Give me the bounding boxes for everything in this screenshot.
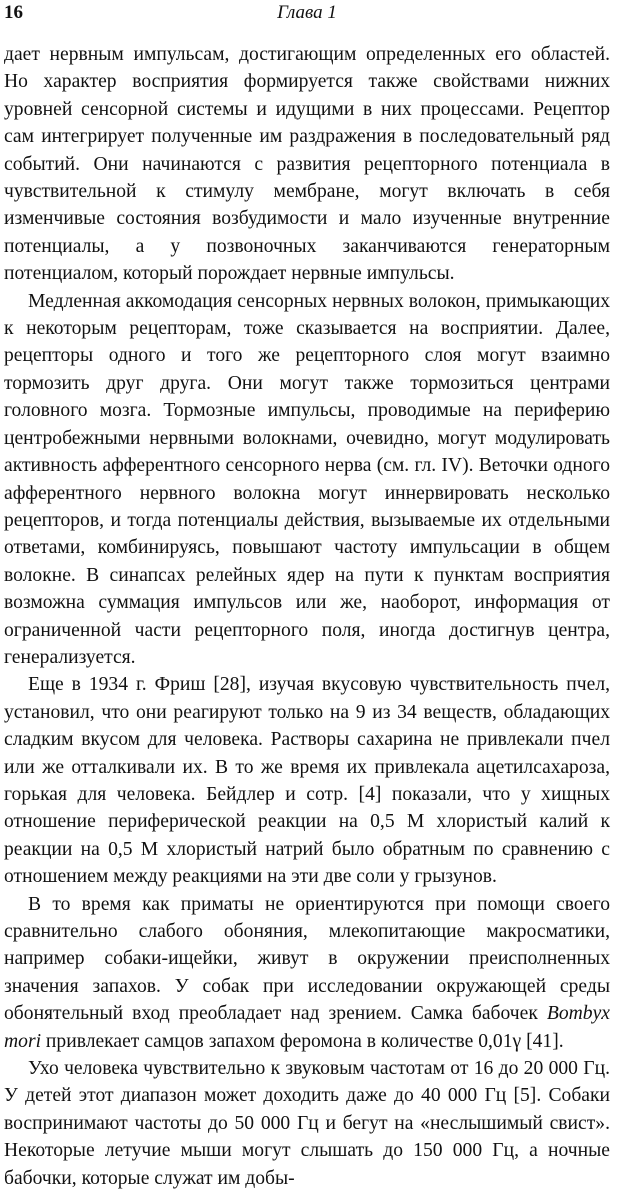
paragraph-1: дает нервным импульсам, достигающим определенных его областей. Но характер восприятия формируется также свойствами нижних уровней сенсорной системы и идущими в них процессами. Рецептор сам интегрирует полученные им раздражения в последовательный ряд событий. Они начинаются с развития рецепторного потенциала в чувствительной к стимулу мембране, могут включать в себя изменчивые состояния возбудимости и мало изученные внутренние потенциалы, а у позвоночных заканчиваются генераторным потенциалом, который порождает нервные импульсы. [4, 44, 610, 285]
paragraph-4-text-before: В то время как приматы не ориентируются при помощи своего сравнительно слабого обоняния, млекопитающие макросматики, например собаки-ищейки, живут в окружении преисполненных значения запахов. У собак при исследовании окружающей среды обонятельный вход преобладает над зрением. Самка бабочек [4, 893, 610, 1025]
page-number: 16 [4, 2, 23, 23]
latin-species-name: Bombyx mori [4, 1003, 610, 1052]
page-header [4, 2, 610, 26]
paragraph-5: Ухо человека чувствительно к звуковым частотам от 16 до 20 000 Гц. У детей этот диапазон может доходить даже до 40 000 Гц [5]. Собаки воспринимают частоты до 50 000 Гц и бегут на «неслышимый свист». Некоторые летучие мыши могут слышать до 150 000 Гц, а ночные бабочки, которые служат им добы- [4, 1058, 610, 1189]
body-text [4, 41, 610, 1192]
paragraph-2: Медленная аккомодация сенсорных нервных волокон, примыкающих к некоторым рецепторам, тоже сказывается на восприятии. Далее, рецепторы одного и того же рецепторного слоя могут взаимно тормозить друг друга. Они могут также тормозиться центрами головного мозга. Тормозные импульсы, проводимые на периферию центробежными нервными волокнами, очевидно, могут модулировать активность афферентного сенсорного нерва (см. гл. IV). Веточки одного афферентного нервного волокна могут иннервировать несколько рецепторов, и тогда потенциалы действия, вызываемые их отдельными ответами, комбинируясь, повышают частоту импульсации в общем волокне. В синапсах релейных ядер на пути к пунктам восприятия возможна суммация импульсов или же, наоборот, информация от ограниченной части рецепторного поля, иногда достигнув центра, генерализуется. [4, 290, 610, 668]
paragraph-4-text-after: привлекает самцов запахом феромона в количестве 0,01γ [41]. [41, 1030, 564, 1052]
paragraph-4 [4, 891, 610, 1055]
paragraph-3: Еще в 1934 г. Фриш [28], изучая вкусовую чувствительность пчел, установил, что они реагируют только на 9 из 34 веществ, обладающих сладким вкусом для человека. Растворы сахарина не привлекали пчел или же отталкивали их. В то же время их привлекала ацетилсахароза, горькая для человека. Бейдлер и сотр. [4] показали, что у хищных отношение периферической реакции на 0,5 М хлористый калий к реакции на 0,5 М хлористый натрий было обратным по сравнению с отношением между реакциями на эти две соли у грызунов. [4, 674, 610, 888]
running-head-chapter: Глава 1 [277, 2, 337, 23]
